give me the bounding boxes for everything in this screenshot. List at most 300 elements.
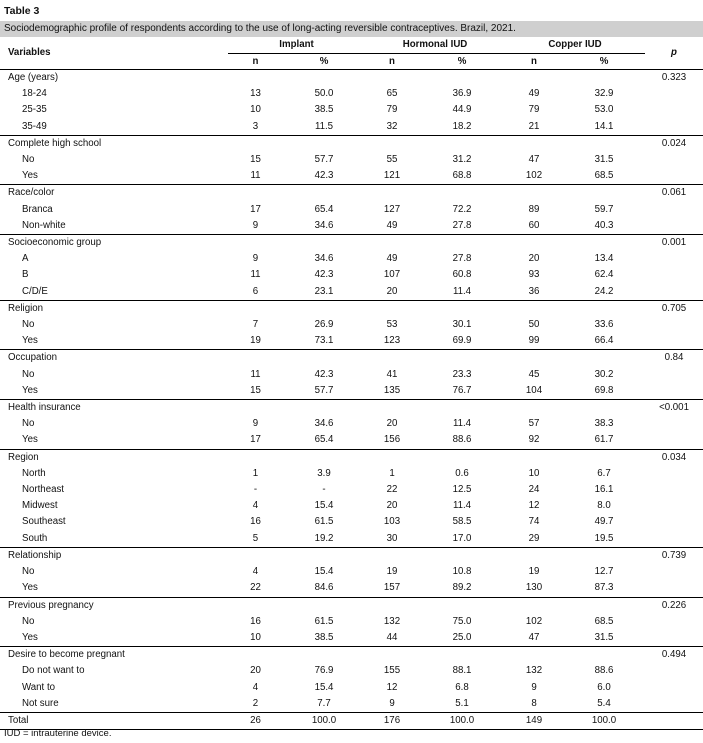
p-value: 0.84: [645, 350, 703, 367]
percent-cell: 42.3: [314, 170, 334, 182]
category-row: [0, 547, 703, 564]
count-cell: 9: [389, 697, 395, 709]
count-cell: 20: [250, 665, 261, 677]
category-row: [0, 597, 703, 614]
group-header-implant: Implant: [228, 37, 365, 54]
count-cell: 12: [528, 500, 540, 512]
empty-cell: [645, 251, 703, 267]
empty-cell: [283, 597, 365, 614]
row-label: 35-49: [22, 120, 47, 132]
count-cell: 60: [528, 219, 540, 231]
percent-cell: 88.6: [452, 434, 472, 446]
empty-cell: [228, 350, 283, 367]
percent-cell: 15.4: [314, 500, 334, 512]
percent-cell: 3.9: [317, 467, 331, 479]
count-cell: 29: [528, 532, 540, 544]
empty-cell: [228, 185, 283, 202]
empty-cell: [645, 696, 703, 713]
percent-cell: 27.8: [452, 219, 472, 231]
count-cell: 107: [383, 269, 401, 281]
table-row: [0, 102, 703, 118]
percent-cell: 66.4: [594, 335, 614, 347]
empty-cell: [645, 680, 703, 696]
empty-cell: [283, 300, 365, 317]
empty-cell: [505, 135, 563, 152]
count-cell: 20: [386, 500, 398, 512]
count-cell: 79: [386, 104, 398, 116]
percent-cell: 6.0: [597, 681, 611, 693]
count-cell: 123: [383, 335, 401, 347]
category-label: Religion: [0, 300, 228, 317]
percent-cell: 31.5: [594, 631, 614, 643]
percent-cell: 11.4: [452, 500, 472, 512]
count-cell: 130: [525, 582, 543, 594]
percent-cell: 12.5: [452, 484, 472, 496]
empty-cell: [283, 647, 365, 664]
empty-cell: [645, 663, 703, 679]
count-cell: 15: [250, 154, 261, 166]
count-cell: 19: [386, 566, 398, 578]
empty-cell: [645, 218, 703, 235]
percent-cell: 76.7: [452, 384, 472, 396]
empty-cell: [283, 235, 365, 252]
category-label: Occupation: [0, 350, 228, 367]
table-row: [0, 333, 703, 350]
count-cell: 10: [528, 467, 540, 479]
empty-cell: [645, 367, 703, 383]
empty-cell: [419, 135, 505, 152]
percent-cell: 14.1: [594, 120, 614, 132]
percent-cell: 6.8: [455, 681, 469, 693]
row-label: No: [22, 319, 35, 331]
caption-bar: [0, 21, 703, 37]
count-cell: 135: [383, 384, 401, 396]
table-row: [0, 531, 703, 548]
n-header: n: [505, 54, 563, 70]
percent-cell: 68.5: [594, 615, 614, 627]
p-value: 0.001: [645, 235, 703, 252]
count-cell: 79: [528, 104, 540, 116]
table-caption: Sociodemographic profile of respondents according to the use of long-acting reversible contraceptives. Brazil, 2021.: [4, 23, 516, 34]
category-row: [0, 400, 703, 417]
count-cell: 2: [252, 697, 259, 709]
percent-cell: 16.1: [594, 484, 614, 496]
empty-cell: [645, 168, 703, 185]
category-label: Relationship: [0, 547, 228, 564]
empty-cell: [283, 70, 365, 87]
count-cell: 4: [252, 681, 259, 693]
count-cell: 132: [383, 615, 401, 627]
row-label: Yes: [22, 582, 38, 594]
table-row: [0, 696, 703, 713]
category-row: [0, 350, 703, 367]
empty-cell: [505, 185, 563, 202]
empty-cell: [419, 547, 505, 564]
empty-cell: [283, 449, 365, 466]
empty-cell: [228, 449, 283, 466]
count-cell: 49: [528, 88, 540, 100]
percent-cell: 7.7: [317, 697, 331, 709]
table-footnote: IUD = intrauterine device.: [4, 728, 112, 739]
empty-cell: [228, 235, 283, 252]
percent-cell: 13.4: [594, 253, 614, 265]
empty-cell: [365, 300, 419, 317]
table-row: [0, 218, 703, 235]
count-cell: 99: [528, 335, 540, 347]
percent-cell: 61.7: [594, 434, 614, 446]
empty-cell: [283, 547, 365, 564]
row-label: South: [22, 532, 48, 544]
empty-cell: [645, 580, 703, 597]
count-cell: 102: [525, 170, 543, 182]
variables-header: Variables: [0, 37, 228, 70]
category-row: [0, 70, 703, 87]
empty-cell: [645, 86, 703, 102]
empty-cell: [283, 185, 365, 202]
category-label: Socioeconomic group: [0, 235, 228, 252]
count-cell: 102: [525, 615, 543, 627]
empty-cell: [645, 152, 703, 168]
empty-cell: [645, 317, 703, 333]
count-cell: 11: [250, 269, 261, 281]
percent-cell: 38.5: [314, 104, 334, 116]
category-row: [0, 135, 703, 152]
empty-cell: [563, 400, 645, 417]
p-value: 0.226: [645, 597, 703, 614]
empty-cell: [563, 70, 645, 87]
table-row: [0, 168, 703, 185]
count-cell: 9: [252, 219, 259, 231]
percent-cell: 87.3: [594, 582, 614, 594]
empty-cell: [228, 647, 283, 664]
percent-cell: 11.4: [452, 285, 472, 297]
percent-cell: 75.0: [452, 615, 472, 627]
row-label: Yes: [22, 631, 38, 643]
count-cell: 17: [250, 203, 261, 215]
percent-cell: 59.7: [594, 203, 614, 215]
table-row: [0, 432, 703, 449]
pct-header: %: [563, 54, 645, 70]
count-cell: 44: [386, 631, 398, 643]
row-label: No: [22, 154, 35, 166]
empty-cell: [645, 416, 703, 432]
table-row: [0, 86, 703, 102]
empty-cell: [505, 547, 563, 564]
count-cell: 89: [528, 203, 540, 215]
empty-cell: [419, 235, 505, 252]
count-cell: 55: [386, 154, 398, 166]
empty-cell: [228, 597, 283, 614]
empty-cell: [505, 300, 563, 317]
percent-cell: 88.6: [594, 665, 614, 677]
table-row: [0, 416, 703, 432]
count-cell: 24: [528, 484, 540, 496]
count-cell: 47: [528, 631, 540, 643]
table-row: [0, 482, 703, 498]
table-label: Table 3: [4, 5, 40, 17]
percent-cell: 53.0: [594, 104, 614, 116]
row-label: No: [22, 566, 35, 578]
table-row: [0, 267, 703, 283]
empty-cell: [365, 547, 419, 564]
row-label: No: [22, 615, 35, 627]
percent-cell: 15.4: [314, 681, 334, 693]
count-cell: 6: [252, 285, 259, 297]
percent-cell: 34.6: [314, 219, 334, 231]
empty-cell: [563, 547, 645, 564]
p-value: 0.323: [661, 72, 687, 83]
empty-cell: [645, 119, 703, 136]
empty-cell: [365, 597, 419, 614]
category-row: [0, 235, 703, 252]
percent-cell: 15.4: [314, 566, 334, 578]
count-cell: 47: [528, 154, 540, 166]
count-cell: 21: [528, 120, 540, 132]
row-label: No: [22, 418, 35, 430]
empty-cell: [283, 135, 365, 152]
table-body: [0, 70, 703, 730]
count-cell: 92: [528, 434, 540, 446]
percent-cell: 32.9: [594, 88, 614, 100]
empty-cell: [563, 185, 645, 202]
count-cell: 49: [386, 219, 398, 231]
empty-cell: [645, 333, 703, 350]
percent-cell: 69.9: [452, 335, 472, 347]
empty-cell: [419, 350, 505, 367]
count-cell: 176: [365, 712, 419, 729]
count-cell: -: [253, 484, 258, 496]
p-value: <0.001: [645, 400, 703, 417]
empty-cell: [563, 135, 645, 152]
count-cell: 9: [252, 253, 259, 265]
row-label: Southeast: [22, 516, 66, 528]
empty-cell: [505, 647, 563, 664]
percent-cell: 68.8: [452, 170, 472, 182]
percent-cell: 27.8: [452, 253, 472, 265]
empty-cell: [365, 135, 419, 152]
p-value: 0.061: [645, 185, 703, 202]
empty-cell: [228, 135, 283, 152]
empty-cell: [419, 647, 505, 664]
table-row: [0, 119, 703, 136]
row-label: No: [22, 368, 35, 380]
empty-cell: [419, 185, 505, 202]
percent-cell: 34.6: [314, 253, 334, 265]
row-label: A: [22, 253, 29, 265]
percent-cell: 36.9: [452, 88, 472, 100]
count-cell: 20: [528, 253, 540, 265]
p-value: 0.494: [645, 647, 703, 664]
empty-cell: [365, 400, 419, 417]
count-cell: 22: [250, 582, 261, 594]
percent-cell: 42.3: [314, 269, 334, 281]
percent-cell: 76.9: [314, 665, 334, 677]
count-cell: 7: [252, 319, 259, 331]
category-row: [0, 647, 703, 664]
count-cell: 11: [250, 170, 261, 182]
count-cell: 132: [525, 665, 543, 677]
percent-cell: 42.3: [314, 368, 334, 380]
empty-cell: [365, 350, 419, 367]
empty-cell: [645, 564, 703, 580]
percent-cell: 38.5: [314, 631, 334, 643]
empty-cell: [563, 647, 645, 664]
count-cell: 10: [250, 104, 261, 116]
count-cell: 17: [250, 434, 261, 446]
percent-cell: 61.5: [314, 516, 334, 528]
row-label: Northeast: [22, 484, 64, 496]
table-row: [0, 466, 703, 482]
percent-cell: 25.0: [452, 631, 472, 643]
count-cell: 19: [528, 566, 540, 578]
empty-cell: [365, 647, 419, 664]
count-cell: 149: [505, 712, 563, 729]
percent-cell: 84.6: [314, 582, 334, 594]
count-cell: 9: [531, 681, 537, 693]
percent-cell: 62.4: [594, 269, 614, 281]
empty-cell: [505, 350, 563, 367]
percent-cell: 12.7: [594, 566, 614, 578]
count-cell: 45: [528, 368, 540, 380]
percent-cell: 17.0: [452, 532, 472, 544]
category-label: Race/color: [0, 185, 228, 202]
empty-cell: [419, 597, 505, 614]
empty-cell: [645, 432, 703, 449]
count-cell: 53: [386, 319, 398, 331]
percent-cell: 34.6: [314, 418, 334, 430]
n-header: n: [365, 54, 419, 70]
empty-cell: [563, 597, 645, 614]
empty-cell: [645, 712, 703, 729]
percent-cell: 23.3: [452, 368, 472, 380]
percent-cell: 73.1: [314, 335, 334, 347]
count-cell: 22: [386, 484, 398, 496]
percent-cell: 100.0: [563, 712, 645, 729]
empty-cell: [365, 235, 419, 252]
table-row: [0, 367, 703, 383]
empty-cell: [645, 202, 703, 218]
percent-cell: 40.3: [594, 219, 614, 231]
header-row-groups: [0, 37, 703, 54]
row-label: North: [22, 467, 46, 479]
table-row: [0, 498, 703, 514]
empty-cell: [228, 400, 283, 417]
row-label: Branca: [22, 203, 53, 215]
table-row: [0, 580, 703, 597]
percent-cell: 72.2: [452, 203, 472, 215]
p-value: 0.024: [645, 135, 703, 152]
empty-cell: [365, 449, 419, 466]
category-label: Age (years): [8, 72, 59, 83]
count-cell: 16: [250, 615, 261, 627]
percent-cell: 89.2: [452, 582, 472, 594]
empty-cell: [645, 498, 703, 514]
count-cell: 4: [252, 566, 259, 578]
empty-cell: [645, 514, 703, 530]
percent-cell: 61.5: [314, 615, 334, 627]
percent-cell: 88.1: [452, 665, 472, 677]
count-cell: 41: [386, 368, 398, 380]
percent-cell: 100.0: [419, 712, 505, 729]
percent-cell: 10.8: [452, 566, 472, 578]
empty-cell: [645, 466, 703, 482]
count-cell: 26: [228, 712, 283, 729]
count-cell: 157: [383, 582, 401, 594]
count-cell: 1: [389, 467, 395, 479]
percent-cell: 38.3: [594, 418, 614, 430]
row-label: Want to: [22, 681, 56, 693]
empty-cell: [645, 284, 703, 301]
count-cell: 30: [386, 532, 398, 544]
percent-cell: 44.9: [452, 104, 472, 116]
percent-cell: 31.2: [452, 154, 472, 166]
p-value-header: p: [645, 37, 703, 70]
table-row: [0, 564, 703, 580]
count-cell: 104: [525, 384, 543, 396]
pct-header: %: [283, 54, 365, 70]
empty-cell: [505, 400, 563, 417]
data-table: [0, 37, 703, 730]
percent-cell: 18.2: [452, 120, 472, 132]
row-label: Yes: [22, 384, 38, 396]
count-cell: 36: [528, 285, 540, 297]
empty-cell: [365, 185, 419, 202]
empty-cell: [419, 449, 505, 466]
empty-cell: [563, 300, 645, 317]
count-cell: 4: [252, 500, 259, 512]
count-cell: 93: [528, 269, 540, 281]
table-row: [0, 630, 703, 647]
percent-cell: 5.1: [455, 697, 469, 709]
table-row: [0, 284, 703, 301]
percent-cell: 33.6: [594, 319, 614, 331]
empty-cell: [283, 400, 365, 417]
category-row: [0, 449, 703, 466]
category-label: Complete high school: [0, 135, 228, 152]
percent-cell: 26.9: [314, 319, 334, 331]
count-cell: 16: [250, 516, 261, 528]
empty-cell: [563, 449, 645, 466]
row-label: C/D/E: [22, 285, 48, 297]
row-label: Midwest: [22, 500, 58, 512]
category-row: [0, 185, 703, 202]
table-row: [0, 680, 703, 696]
group-header-copper-iud: Copper IUD: [505, 37, 645, 54]
table-row: [0, 152, 703, 168]
empty-cell: [365, 70, 419, 87]
percent-cell: 11.5: [314, 120, 334, 132]
percent-cell: 23.1: [314, 285, 334, 297]
empty-cell: [563, 350, 645, 367]
row-label: Yes: [22, 434, 38, 446]
p-value: 0.034: [645, 449, 703, 466]
table-row: [0, 614, 703, 630]
count-cell: 13: [250, 88, 261, 100]
count-cell: 57: [528, 418, 540, 430]
percent-cell: 57.7: [314, 154, 334, 166]
empty-cell: [419, 70, 505, 87]
percent-cell: 11.4: [452, 418, 472, 430]
count-cell: 1: [252, 467, 259, 479]
percent-cell: 49.7: [594, 516, 614, 528]
percent-cell: 30.1: [452, 319, 472, 331]
empty-cell: [228, 547, 283, 564]
table-row: [0, 251, 703, 267]
count-cell: 20: [386, 418, 398, 430]
n-header: n: [228, 54, 283, 70]
row-label: Not sure: [22, 697, 59, 709]
percent-cell: 65.4: [314, 203, 334, 215]
